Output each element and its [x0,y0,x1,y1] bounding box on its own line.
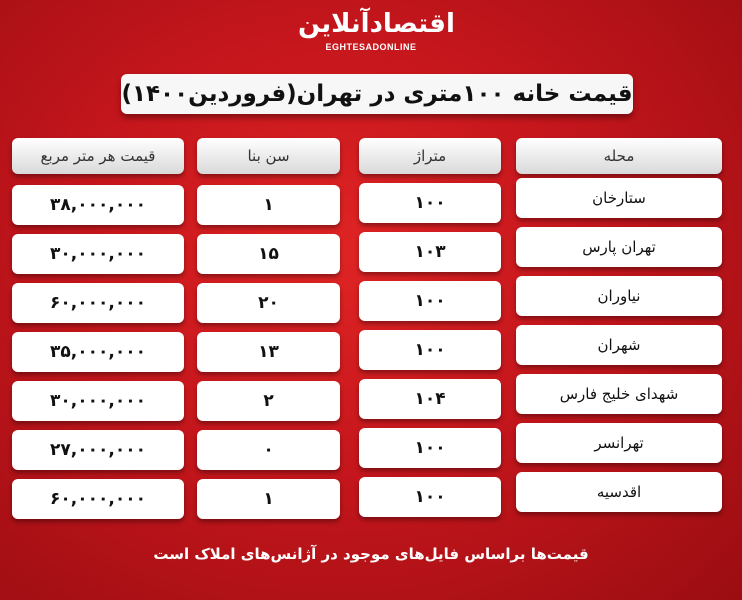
price-cell: ۳۰,۰۰۰,۰۰۰ [12,234,184,274]
neighborhood-cell: شهران [516,325,722,365]
neighborhood-cell: ستارخان [516,178,722,218]
area-cell: ۱۰۰ [359,428,501,468]
logo [298,6,455,62]
area-cell: ۱۰۰ [359,183,501,223]
neighborhood-cell: نیاوران [516,276,722,316]
price-cell: ۶۰,۰۰۰,۰۰۰ [12,283,184,323]
neighborhood-cell: اقدسیه [516,472,722,512]
header-price: قیمت هر متر مربع [12,138,184,174]
logo-latin-text: EGHTESADONLINE [325,42,417,52]
logo-persian-text: اقتصادآنلاین [298,9,455,39]
age-cell: ۲۰ [197,283,340,323]
age-cell: ۱ [197,479,340,519]
age-cell: ۲ [197,381,340,421]
age-cell: ۱۵ [197,234,340,274]
footnote: قیمت‌ها براساس فایل‌های موجود در آژانس‌های املاک است [153,545,589,563]
page-title: قیمت خانه ۱۰۰متری در تهران(فروردین۱۴۰۰) [121,74,633,114]
age-cell: ۱ [197,185,340,225]
price-cell: ۳۸,۰۰۰,۰۰۰ [12,185,184,225]
price-cell: ۳۵,۰۰۰,۰۰۰ [12,332,184,372]
neighborhood-cell: تهرانسر [516,423,722,463]
area-cell: ۱۰۰ [359,281,501,321]
neighborhood-cell: شهدای خلیج فارس [516,374,722,414]
area-cell: ۱۰۰ [359,477,501,517]
price-cell: ۶۰,۰۰۰,۰۰۰ [12,479,184,519]
age-cell: ۱۳ [197,332,340,372]
age-cell: ۰ [197,430,340,470]
area-cell: ۱۰۴ [359,379,501,419]
neighborhood-cell: تهران پارس [516,227,722,267]
area-cell: ۱۰۳ [359,232,501,272]
header-age: سن بنا [197,138,340,174]
price-cell: ۲۷,۰۰۰,۰۰۰ [12,430,184,470]
price-cell: ۳۰,۰۰۰,۰۰۰ [12,381,184,421]
area-cell: ۱۰۰ [359,330,501,370]
header-neighborhood: محله [516,138,722,174]
header-area: متراژ [359,138,501,174]
